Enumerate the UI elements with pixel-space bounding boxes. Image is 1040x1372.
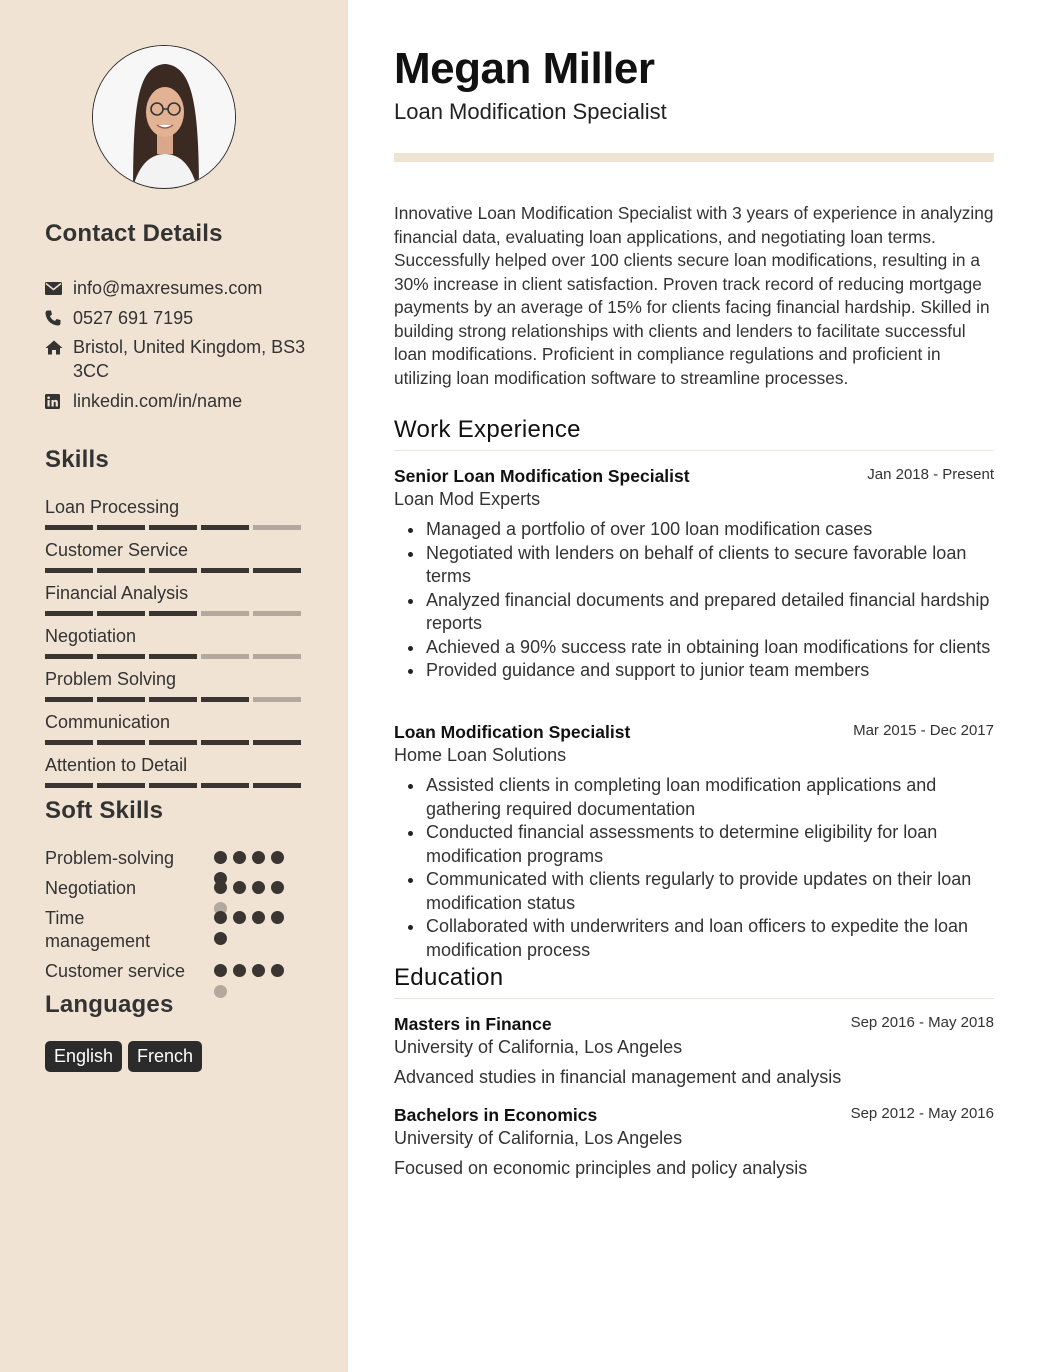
soft-skill-label: Customer service bbox=[45, 961, 186, 981]
language-badge: French bbox=[128, 1041, 202, 1072]
rating-unit-filled bbox=[253, 740, 301, 745]
rating-unit-empty bbox=[253, 525, 301, 530]
rating-unit-filled bbox=[149, 525, 197, 530]
soft-skill-rating bbox=[214, 911, 294, 945]
profile-photo bbox=[92, 45, 236, 189]
rating-unit-filled bbox=[45, 697, 93, 702]
education-date: Sep 2012 - May 2016 bbox=[850, 1105, 994, 1122]
list-item: Negotiated with lenders on behalf of clients to secure favorable loan terms bbox=[394, 542, 994, 589]
rating-unit-filled bbox=[45, 611, 93, 616]
rating-unit-filled bbox=[252, 911, 265, 924]
list-item: Communicated with clients regularly to provide updates on their loan modification status bbox=[394, 868, 994, 915]
rating-unit-filled bbox=[45, 783, 93, 788]
job-entry bbox=[394, 720, 994, 962]
rating-unit-filled bbox=[214, 964, 227, 977]
rating-unit-filled bbox=[97, 783, 145, 788]
job-title: Loan Modification Specialist bbox=[394, 722, 631, 742]
skill-item bbox=[45, 582, 301, 616]
rating-unit-filled bbox=[233, 911, 246, 924]
rating-unit-filled bbox=[271, 881, 284, 894]
rating-unit-filled bbox=[201, 783, 249, 788]
list-item: Collaborated with underwriters and loan officers to expedite the loan modification process bbox=[394, 915, 994, 962]
work-experience-heading: Work Experience bbox=[394, 416, 994, 451]
soft-skill-label: Negotiation bbox=[45, 878, 137, 898]
skill-rating bbox=[45, 654, 301, 659]
job-entry bbox=[394, 464, 994, 683]
education-description: Advanced studies in financial management and analysis bbox=[394, 1067, 842, 1087]
rating-unit-filled bbox=[252, 881, 265, 894]
skill-label: Customer Service bbox=[45, 540, 189, 560]
rating-unit-filled bbox=[214, 881, 227, 894]
skill-rating bbox=[45, 568, 301, 573]
job-bullets bbox=[394, 774, 994, 962]
contact-address bbox=[45, 335, 315, 383]
rating-unit-filled bbox=[233, 851, 246, 864]
rating-unit-empty bbox=[214, 985, 227, 998]
rating-unit-filled bbox=[201, 740, 249, 745]
skill-rating bbox=[45, 697, 301, 702]
job-date: Mar 2015 - Dec 2017 bbox=[853, 722, 994, 739]
rating-unit-filled bbox=[97, 697, 145, 702]
job-company: Loan Mod Experts bbox=[394, 489, 541, 509]
skill-item bbox=[45, 668, 301, 702]
rating-unit-filled bbox=[97, 525, 145, 530]
job-bullets bbox=[394, 518, 994, 683]
education-heading: Education bbox=[394, 964, 994, 999]
list-item: Achieved a 90% success rate in obtaining loan modifications for clients bbox=[394, 636, 994, 660]
candidate-title: Loan Modification Specialist bbox=[394, 99, 667, 124]
rating-unit-filled bbox=[271, 911, 284, 924]
rating-unit-filled bbox=[149, 740, 197, 745]
skill-item bbox=[45, 539, 301, 573]
rating-unit-filled bbox=[214, 911, 227, 924]
sidebar bbox=[0, 0, 348, 1372]
rating-unit-filled bbox=[271, 964, 284, 977]
rating-unit-filled bbox=[271, 851, 284, 864]
home-icon bbox=[45, 335, 73, 359]
rating-unit-filled bbox=[149, 654, 197, 659]
header-divider bbox=[394, 153, 994, 162]
contact-heading: Contact Details bbox=[45, 220, 223, 247]
rating-unit-filled bbox=[214, 851, 227, 864]
rating-unit-filled bbox=[97, 654, 145, 659]
rating-unit-filled bbox=[149, 611, 197, 616]
skill-label: Problem Solving bbox=[45, 669, 177, 689]
languages-list bbox=[45, 1041, 202, 1072]
language-badge: English bbox=[45, 1041, 122, 1072]
soft-skill-rating bbox=[214, 881, 294, 915]
job-date: Jan 2018 - Present bbox=[867, 466, 994, 483]
soft-skill-label: Problem-solving bbox=[45, 848, 175, 868]
contact-email[interactable] bbox=[45, 276, 315, 300]
degree-title: Masters in Finance bbox=[394, 1014, 552, 1034]
rating-unit-filled bbox=[149, 568, 197, 573]
rating-unit-filled bbox=[97, 568, 145, 573]
rating-unit-empty bbox=[201, 654, 249, 659]
degree-title: Bachelors in Economics bbox=[394, 1105, 598, 1125]
education-entry bbox=[394, 1103, 994, 1180]
contact-linkedin-text: linkedin.com/in/name bbox=[73, 391, 243, 411]
rating-unit-filled bbox=[252, 964, 265, 977]
skills-heading: Skills bbox=[45, 446, 109, 473]
list-item: Managed a portfolio of over 100 loan modification cases bbox=[394, 518, 994, 542]
skill-rating bbox=[45, 611, 301, 616]
rating-unit-filled bbox=[149, 697, 197, 702]
skill-rating bbox=[45, 783, 301, 788]
rating-unit-filled bbox=[214, 932, 227, 945]
skill-item bbox=[45, 711, 301, 745]
skill-label: Communication bbox=[45, 712, 171, 732]
rating-unit-filled bbox=[149, 783, 197, 788]
rating-unit-filled bbox=[253, 783, 301, 788]
education-description: Focused on economic principles and policy analysis bbox=[394, 1158, 808, 1178]
soft-skill-label: Time management bbox=[45, 908, 151, 951]
rating-unit-filled bbox=[45, 654, 93, 659]
envelope-icon bbox=[45, 276, 73, 300]
skill-item bbox=[45, 754, 301, 788]
candidate-name: Megan Miller bbox=[394, 44, 655, 93]
rating-unit-filled bbox=[45, 740, 93, 745]
rating-unit-empty bbox=[253, 697, 301, 702]
profile-photo-illustration bbox=[93, 46, 236, 189]
rating-unit-filled bbox=[201, 525, 249, 530]
school-name: University of California, Los Angeles bbox=[394, 1128, 683, 1148]
rating-unit-filled bbox=[45, 568, 93, 573]
skill-label: Negotiation bbox=[45, 626, 137, 646]
rating-unit-empty bbox=[253, 654, 301, 659]
rating-unit-filled bbox=[233, 881, 246, 894]
list-item: Provided guidance and support to junior team members bbox=[394, 659, 994, 683]
school-name: University of California, Los Angeles bbox=[394, 1037, 683, 1057]
rating-unit-filled bbox=[45, 525, 93, 530]
rating-unit-filled bbox=[97, 611, 145, 616]
rating-unit-filled bbox=[233, 964, 246, 977]
contact-address-text: Bristol, United Kingdom, BS3 3CC bbox=[73, 337, 306, 381]
skill-rating bbox=[45, 740, 301, 745]
job-company: Home Loan Solutions bbox=[394, 745, 567, 765]
contact-linkedin[interactable] bbox=[45, 389, 315, 413]
skill-rating bbox=[45, 525, 301, 530]
profile-summary: Innovative Loan Modification Specialist with 3 years of experience in analyzing financial data, evaluating loan applications, and negotiating loan terms. Successfully helped over 100 clients secure loan modifications, resulting in a 30% increase in client satisfaction. Proven track record of reducing mortgage payments by an average of 15% for clients facing financial hardship. Skilled in building strong relationships with clients and lenders to facilitate successful loan modifications. Proficient in compliance regulations and proficient in utilizing loan modification software to streamline processes. bbox=[394, 203, 994, 388]
education-entry bbox=[394, 1012, 994, 1089]
contact-phone[interactable] bbox=[45, 306, 315, 330]
contact-email-text: info@maxresumes.com bbox=[73, 278, 263, 298]
rating-unit-filled bbox=[97, 740, 145, 745]
list-item: Conducted financial assessments to determine eligibility for loan modification programs bbox=[394, 821, 994, 868]
list-item: Assisted clients in completing loan modification applications and gathering required documentation bbox=[394, 774, 994, 821]
linkedin-icon bbox=[45, 389, 73, 413]
rating-unit-filled bbox=[201, 568, 249, 573]
rating-unit-filled bbox=[201, 697, 249, 702]
job-title: Senior Loan Modification Specialist bbox=[394, 466, 690, 486]
languages-heading: Languages bbox=[45, 991, 174, 1018]
rating-unit-empty bbox=[201, 611, 249, 616]
skill-label: Attention to Detail bbox=[45, 755, 188, 775]
rating-unit-empty bbox=[253, 611, 301, 616]
skill-label: Loan Processing bbox=[45, 497, 180, 517]
rating-unit-filled bbox=[253, 568, 301, 573]
contact-phone-text: 0527 691 7195 bbox=[73, 308, 194, 328]
soft-skill-rating bbox=[214, 964, 294, 998]
list-item: Analyzed financial documents and prepared detailed financial hardship reports bbox=[394, 589, 994, 636]
skill-label: Financial Analysis bbox=[45, 583, 189, 603]
soft-skills-heading: Soft Skills bbox=[45, 797, 164, 824]
phone-icon bbox=[45, 306, 73, 330]
education-date: Sep 2016 - May 2018 bbox=[850, 1014, 994, 1031]
skill-item bbox=[45, 625, 301, 659]
soft-skill-rating bbox=[214, 851, 294, 885]
rating-unit-filled bbox=[252, 851, 265, 864]
skill-item bbox=[45, 496, 301, 530]
